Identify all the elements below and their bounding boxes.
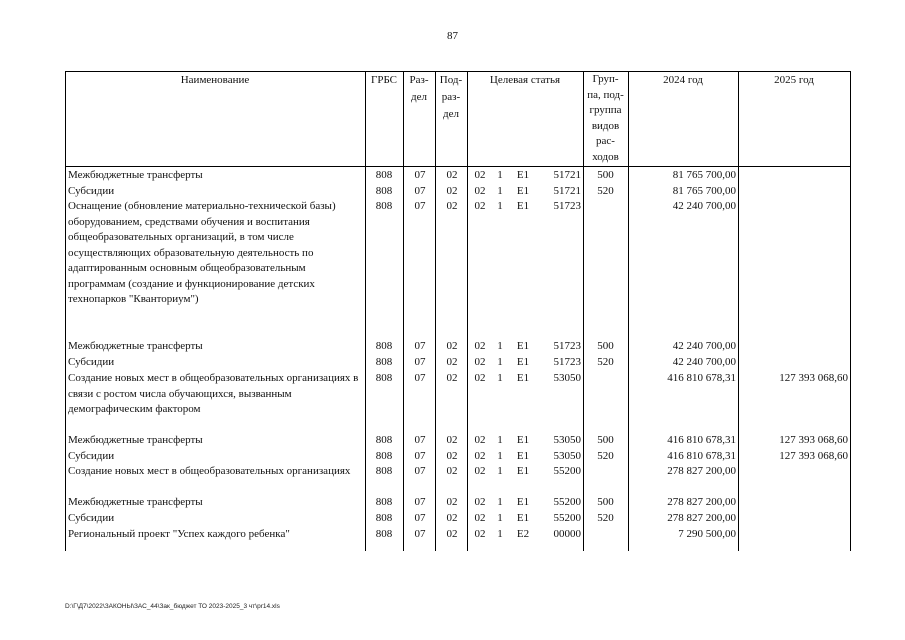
row-prz: 02 [446,434,458,446]
row-name: Межбюджетные трансферты [68,340,203,352]
row-name: Создание новых мест в общеобразовательных организациях в связи с ростом числа обучающихся, вызванным демографическим фактором [68,372,359,415]
row-y2024: 278 827 200,00 [667,512,736,524]
row-grbs: 808 [375,465,393,477]
row-prz: 02 [446,496,458,508]
row-t2: 1 [497,200,503,212]
row-t3: E1 [516,200,530,212]
row-y2024: 42 240 700,00 [672,200,736,212]
row-prz: 02 [446,169,458,181]
row-prz: 02 [446,450,458,462]
row-prz: 02 [446,372,458,384]
row-t4: 55200 [553,465,581,477]
row-t4: 51721 [553,169,581,181]
header-2024: 2024 год [663,74,703,86]
row-y2024: 278 827 200,00 [667,496,736,508]
row-t2: 1 [497,496,503,508]
row-t3: E1 [516,340,530,352]
row-y2024: 416 810 678,31 [667,434,736,446]
row-name: Создание новых мест в общеобразовательных организациях [68,465,351,477]
row-t4: 51721 [553,185,581,197]
row-t2: 1 [497,185,503,197]
row-grp: 520 [597,356,614,368]
row-prz: 02 [446,465,458,477]
header-2025: 2025 год [774,74,814,86]
row-name: Субсидии [68,450,115,462]
header-podrazdel: Под- раз- дел [439,74,463,120]
row-y2024: 7 290 500,00 [678,528,736,540]
row-y2024: 42 240 700,00 [672,340,736,352]
header-razdel: Раз- дел [409,74,429,103]
row-t2: 1 [497,528,503,540]
row-grbs: 808 [375,496,393,508]
row-y2024: 416 810 678,31 [667,450,736,462]
row-t2: 1 [497,169,503,181]
row-grbs: 808 [375,185,393,197]
row-grbs: 808 [375,372,393,384]
header-bottom-border [65,166,851,167]
row-grp: 500 [597,434,614,446]
row-y2025: 127 393 068,60 [779,450,848,462]
row-name: Межбюджетные трансферты [68,169,203,181]
row-t1: 02 [474,185,486,197]
row-y2024: 81 765 700,00 [672,185,736,197]
row-y2024: 81 765 700,00 [672,169,736,181]
row-t3: E1 [516,434,530,446]
row-prz: 02 [446,340,458,352]
row-prz: 02 [446,200,458,212]
col-divider [435,71,436,551]
footer-file-path: D:\Г\Д7\2022\ЗАКОНЫ\ЗАС_44\Зак_бюджет ТО 2023-2025_3 чт\pr14.xls [65,603,280,610]
row-t1: 02 [474,465,486,477]
row-t1: 02 [474,434,486,446]
row-rz: 07 [414,356,426,368]
row-grbs: 808 [375,450,393,462]
row-t1: 02 [474,372,486,384]
row-t1: 02 [474,340,486,352]
header-expense-group: Груп- па, под- группа видов рас- ходов [587,73,624,163]
row-grp: 500 [597,496,614,508]
row-name: Субсидии [68,185,115,197]
row-grbs: 808 [375,512,393,524]
row-t2: 1 [497,356,503,368]
row-t1: 02 [474,200,486,212]
row-t4: 55200 [553,512,581,524]
row-t1: 02 [474,528,486,540]
row-grbs: 808 [375,200,393,212]
row-name: Региональный проект "Успех каждого ребенка" [68,528,290,540]
row-name: Субсидии [68,512,115,524]
row-name: Межбюджетные трансферты [68,434,203,446]
col-divider [738,71,739,551]
row-rz: 07 [414,450,426,462]
row-t2: 1 [497,450,503,462]
row-t4: 00000 [553,528,581,540]
row-rz: 07 [414,372,426,384]
row-t3: E1 [516,465,530,477]
row-t4: 51723 [553,340,581,352]
row-prz: 02 [446,528,458,540]
row-t2: 1 [497,434,503,446]
row-prz: 02 [446,356,458,368]
row-y2024: 42 240 700,00 [672,356,736,368]
row-grbs: 808 [375,169,393,181]
row-t2: 1 [497,340,503,352]
row-y2024: 416 810 678,31 [667,372,736,384]
row-grp: 500 [597,169,614,181]
row-grbs: 808 [375,528,393,540]
row-rz: 07 [414,169,426,181]
row-t1: 02 [474,169,486,181]
row-name: Оснащение (обновление материально-технической базы) оборудованием, средствами обучения и воспитания общеобразовательных организаций, в том числе осуществляющих образовательную деятельность по адаптированным основным общеобразовательным программам (создание и функционирование детских технопарков "Кванториум") [68,200,336,305]
row-name: Межбюджетные трансферты [68,496,203,508]
row-t4: 53050 [553,434,581,446]
col-divider [365,71,366,551]
row-t2: 1 [497,512,503,524]
row-t3: E1 [516,372,530,384]
row-rz: 07 [414,434,426,446]
row-rz: 07 [414,528,426,540]
row-t3: E1 [516,512,530,524]
budget-table [65,71,851,551]
row-t3: E1 [516,450,530,462]
row-t4: 55200 [553,496,581,508]
header-grbs: ГРБС [370,74,398,86]
row-y2024: 278 827 200,00 [667,465,736,477]
row-y2025: 127 393 068,60 [779,372,848,384]
row-grbs: 808 [375,434,393,446]
row-t3: E1 [516,356,530,368]
row-t4: 51723 [553,356,581,368]
row-rz: 07 [414,496,426,508]
header-target-article: Целевая статья [489,74,561,86]
row-t3: E1 [516,496,530,508]
row-rz: 07 [414,200,426,212]
row-t3: E1 [516,169,530,181]
row-t4: 53050 [553,372,581,384]
row-rz: 07 [414,185,426,197]
row-rz: 07 [414,512,426,524]
row-rz: 07 [414,465,426,477]
row-prz: 02 [446,185,458,197]
row-t4: 51723 [553,200,581,212]
row-t4: 53050 [553,450,581,462]
row-t2: 1 [497,372,503,384]
row-grp: 520 [597,450,614,462]
row-rz: 07 [414,340,426,352]
row-t1: 02 [474,496,486,508]
header-name: Наименование [180,74,250,86]
row-t1: 02 [474,450,486,462]
row-grp: 520 [597,512,614,524]
table-left-border [65,71,66,551]
row-t1: 02 [474,512,486,524]
page-number: 87 [447,30,458,42]
row-grbs: 808 [375,340,393,352]
col-divider [403,71,404,551]
row-grp: 500 [597,340,614,352]
row-t2: 1 [497,465,503,477]
row-y2025: 127 393 068,60 [779,434,848,446]
row-name: Субсидии [68,356,115,368]
row-grp: 520 [597,185,614,197]
row-t3: E1 [516,185,530,197]
row-t1: 02 [474,356,486,368]
row-grbs: 808 [375,356,393,368]
row-prz: 02 [446,512,458,524]
table-right-border [850,71,851,551]
row-t3: E2 [516,528,530,540]
